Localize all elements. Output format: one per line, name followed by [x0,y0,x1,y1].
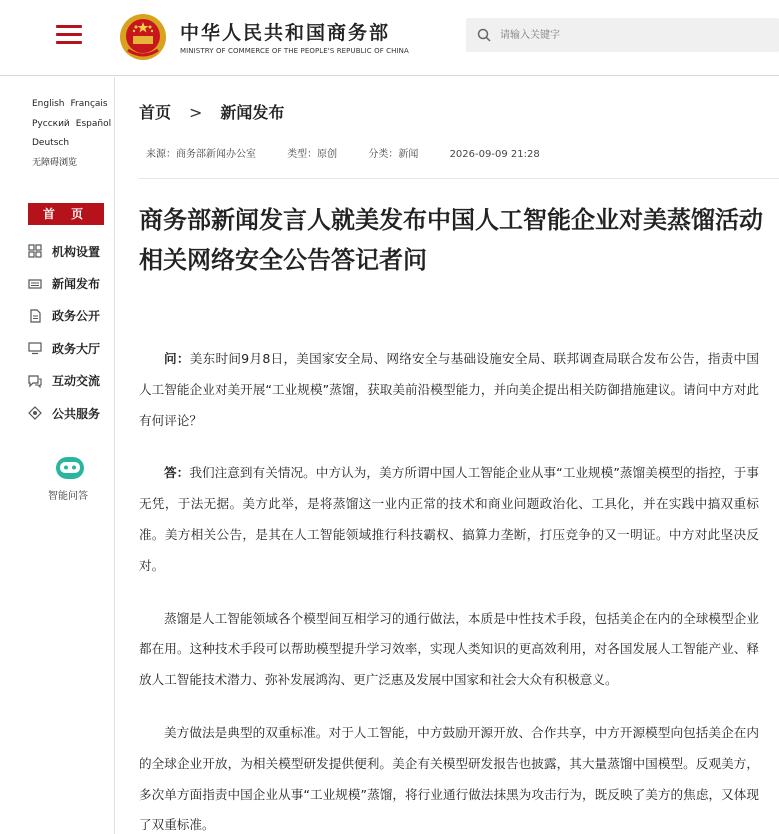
site-name-cn: 中华人民共和国商务部 [180,22,391,44]
body-paragraph: 蒸馏是人工智能领域各个模型间互相学习的通行做法，本质是中性技术手段，包括美企在内的全球模型企业都在用。这种技术手段可以帮助模型提升学习效率，实现人类知识的更高效利用，对各国发展人工智能产业、释放人工智能技术潜力、弥补发展鸿沟、更广泛惠及发展中国家和社会大众有积极意义。 [139,610,759,688]
lang-german[interactable]: Deutsch [32,138,70,148]
nav-item-interaction[interactable] [28,365,100,397]
question-label: 问： [164,351,190,366]
divider [139,178,779,179]
article-meta [146,145,568,160]
nav-item-news[interactable] [28,267,100,299]
article-body [139,344,759,834]
nav-item-gov-open[interactable] [28,300,100,332]
breadcrumb-home[interactable]: 首页 [139,103,172,122]
assistant-label[interactable]: 智能问答 [48,491,88,502]
org-grid-icon [28,244,42,258]
nav-item-gov-hall[interactable] [28,332,100,364]
search-box [466,18,779,52]
monitor-icon [28,341,42,355]
answer-paragraph [139,458,759,581]
question-paragraph [139,344,759,436]
question-text: 美东时间9月8日，美国家安全局、网络安全与基础设施安全局、联邦调查局联合发布公告，指责中国人工智能企业对美开展“工业规模”蒸馏，获取美前沿模型能力，并向美企提出相关防御措施建议。请问中方对此有何评论？ [139,351,760,428]
breadcrumb [139,100,284,123]
document-icon [28,309,42,323]
nav-item-label: 公共服务 [52,406,101,421]
nav-item-label: 互动交流 [52,374,101,389]
lang-french[interactable]: Français [70,99,108,109]
language-links [32,95,117,173]
accessibility-link[interactable]: 无障碍浏览 [32,157,78,168]
lang-english[interactable]: English [32,99,65,109]
meta-datetime: 2026-09-09 21:28 [449,149,540,160]
nav-item-public-service[interactable] [28,397,100,429]
body-paragraph: 美方做法是典型的双重标准。对于人工智能，中方鼓励开源开放、合作共享，中方开源模型向包括美企在内的全球企业开放，为相关模型研发提供便利。美企有关模型研发报告也披露，其大量蒸馏中国模型。反观美方，多次单方面指责中国企业从事“工业规模”蒸馏，将行业通行做法抹黑为攻击行为，既反映了美方的焦虑，又体现了双重标准。 [139,724,759,833]
sidebar [0,77,115,834]
nav-item-label: 政务公开 [52,309,101,324]
nav-item-label: 新闻发布 [52,277,101,292]
lang-russian[interactable]: Русский [32,118,70,129]
breadcrumb-separator: > [189,103,203,122]
meta-category: 分类：新闻 [368,149,419,160]
nav-item-label: 政务大厅 [52,341,101,356]
answer-label: 答： [164,465,190,481]
answer-text: 我们注意到有关情况。中方认为，美方所谓中国人工智能企业从事“工业规模”蒸馏美模型的指控，于事无凭，于法无据。美方此举，是将蒸馏这一业内正常的技术和商业问题政治化、工具化，并在实践中搞双重标准。美方相关公告，是其在人工智能领域推行科技霸权、搞算力垄断，打压竞争的又一明证。中方对此坚决反对。 [139,465,759,573]
search-input[interactable] [500,18,770,52]
breadcrumb-current[interactable]: 新闻发布 [220,103,285,122]
search-icon[interactable] [476,27,492,43]
meta-type: 类型：原创 [287,149,338,160]
menu-icon[interactable] [56,25,82,45]
meta-source: 来源：商务部新闻办公室 [146,149,256,160]
news-icon [28,277,42,291]
nav-list [28,235,100,429]
article-title: 商务部新闻发言人就美发布中国人工智能企业对美蒸馏活动相关网络安全公告答记者问 [139,206,763,274]
site-name-en: MINISTRY OF COMMERCE OF THE PEOPLE'S REPUBLIC OF CHINA [180,47,409,55]
service-icon [28,406,42,420]
nav-home[interactable]: 首 页 [28,203,104,225]
national-emblem-logo[interactable] [118,12,168,62]
site-header [0,0,779,76]
chat-icon [28,374,42,388]
nav-item-org[interactable] [28,235,100,267]
nav-item-label: 机构设置 [52,244,101,259]
robot-assistant-icon[interactable] [50,453,90,483]
lang-spanish[interactable]: Español [75,118,112,129]
